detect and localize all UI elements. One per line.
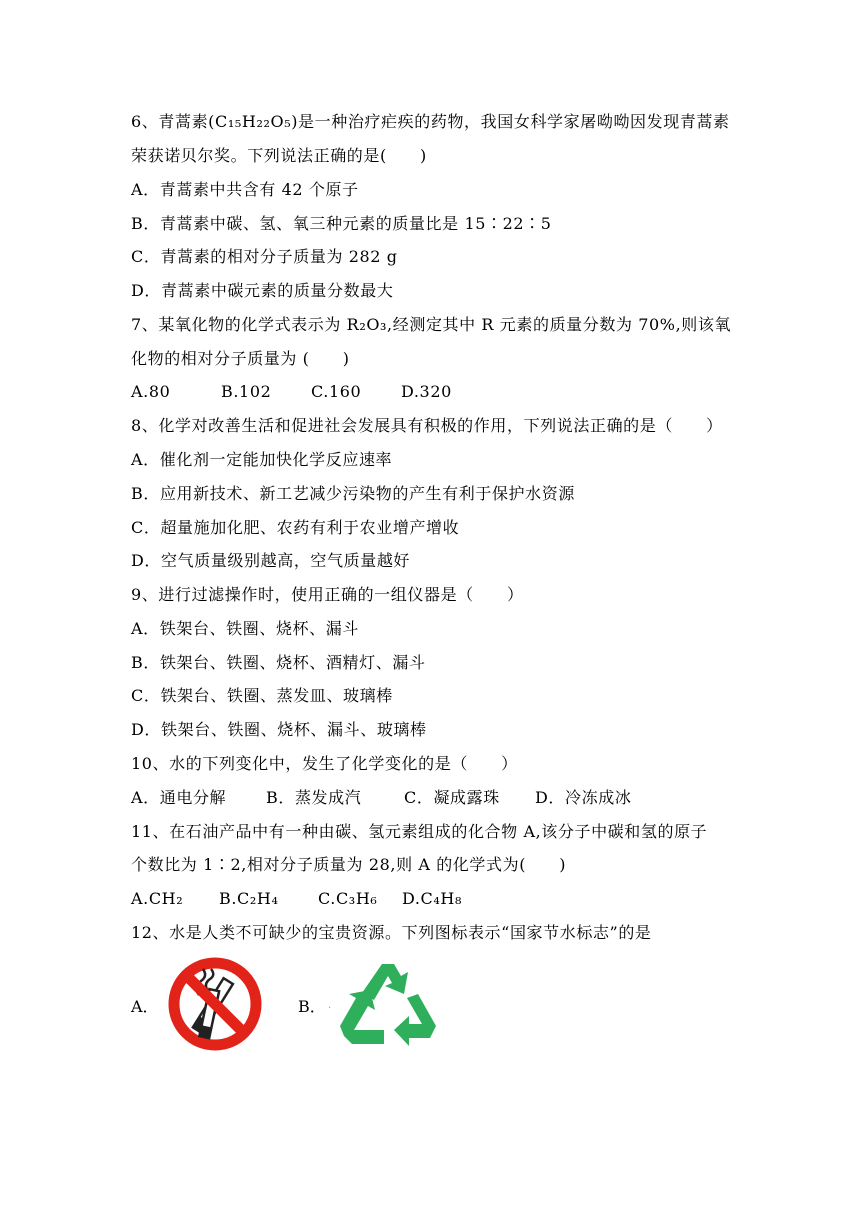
no-smoking-icon <box>166 955 264 1053</box>
question-9-option-a: A．铁架台、铁圈、烧杯、漏斗 <box>131 619 359 638</box>
decorative-dot: · <box>328 1003 332 1014</box>
question-8-stem: 8、化学对改善生活和促进社会发展具有积极的作用，下列说法正确的是（ ） <box>131 416 723 435</box>
question-7-stem-line-2: 化物的相对分子质量为 ( ) <box>131 349 350 368</box>
question-9-option-c: C．铁架台、铁圈、蒸发皿、玻璃棒 <box>131 686 393 705</box>
question-10-option-a: A．通电分解 <box>131 788 227 807</box>
question-6-stem-line-1: 6、青蒿素(C₁₅H₂₂O₅)是一种治疗疟疾的药物，我国女科学家屠呦呦因发现青蒿素 <box>131 112 730 131</box>
question-6-option-c: C．青蒿素的相对分子质量为 282 g <box>131 247 398 266</box>
question-6-stem-line-2: 荣获诺贝尔奖。下列说法正确的是( ) <box>131 146 427 165</box>
question-7-options <box>131 381 452 403</box>
question-7-option-b: B.102 <box>221 382 272 401</box>
question-11-option-a: A.CH₂ <box>131 889 184 908</box>
question-11-option-d: D.C₄H₈ <box>402 889 462 908</box>
question-8-option-a: A．催化剂一定能加快化学反应速率 <box>131 450 393 469</box>
question-11-option-b: B.C₂H₄ <box>219 889 279 908</box>
question-8-option-c: C．超量施加化肥、农药有利于农业增产增收 <box>131 518 460 537</box>
recycle-icon <box>338 960 438 1048</box>
question-12-option-a-label: A． <box>131 997 159 1016</box>
question-7-option-d: D.320 <box>401 382 452 401</box>
question-11-stem-line-2: 个数比为 1∶2,相对分子质量为 28,则 A 的化学式为( ) <box>131 855 567 874</box>
question-10-option-b: B．蒸发成汽 <box>266 788 362 807</box>
question-12-option-b-label: B． <box>298 997 326 1016</box>
question-9-option-d: D．铁架台、铁圈、烧杯、漏斗、玻璃棒 <box>131 720 427 739</box>
question-6-option-d: D．青蒿素中碳元素的质量分数最大 <box>131 281 394 300</box>
question-9-option-b: B．铁架台、铁圈、烧杯、酒精灯、漏斗 <box>131 653 426 672</box>
question-12-stem: 12、水是人类不可缺少的宝贵资源。下列图标表示“国家节水标志”的是 <box>131 923 652 942</box>
question-6-option-b: B．青蒿素中碳、氢、氧三种元素的质量比是 15∶22∶5 <box>131 214 552 233</box>
question-6-option-a: A．青蒿素中共含有 42 个原子 <box>131 180 359 199</box>
question-11-option-c: C.C₃H₆ <box>318 889 378 908</box>
question-10-option-d: D．冷冻成冰 <box>535 788 632 807</box>
question-8-option-b: B．应用新技术、新工艺减少污染物的产生有利于保护水资源 <box>131 484 575 503</box>
question-11-stem-line-1: 11、在石油产品中有一种由碳、氢元素组成的化合物 A,该分子中碳和氢的原子 <box>131 822 708 841</box>
question-7-stem-line-1: 7、某氧化物的化学式表示为 R₂O₃,经测定其中 R 元素的质量分数为 70%,则该氧 <box>131 315 732 334</box>
question-10-option-c: C．凝成露珠 <box>404 788 500 807</box>
question-10-stem: 10、水的下列变化中，发生了化学变化的是（ ） <box>131 754 518 773</box>
question-8-option-d: D．空气质量级别越高，空气质量越好 <box>131 551 411 570</box>
question-10-options <box>131 787 631 809</box>
question-9-stem: 9、进行过滤操作时，使用正确的一组仪器是（ ） <box>131 585 524 604</box>
question-7-option-a: A.80 <box>131 382 171 401</box>
question-11-options <box>131 888 462 910</box>
question-7-option-c: C.160 <box>311 382 362 401</box>
